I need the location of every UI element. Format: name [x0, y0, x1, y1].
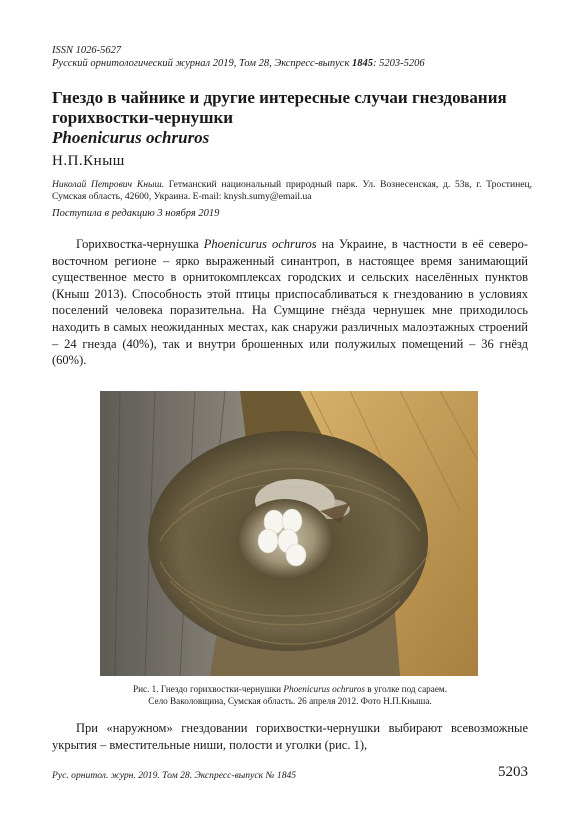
nest-photo — [100, 391, 478, 676]
author-affiliation: Николай Петрович Кныш. Гетманский национальный природный парк. Ул. Вознесенская, д. 53в, г. Тростинец, Сумская область, 42600, Украина. E-mail: knysh.sumy@email.ua — [52, 179, 533, 202]
paragraph-1: Горихвостка-чернушка Phoenicurus ochruros на Украине, в частности в её северо-восточном регионе – ярко выраженный синантроп, в настоящее время занимающий существенное место в орнитокомплексах городских и сельских населённых пунктов (Кныш 2013). Способность этой птицы приспосабливаться к гнездованию в условиях поселений человека поразительна. На Сумщине гнёзда чернушек мне приходилось находить в самых неожиданных местах, как снаружи различных малоэтажных строений – 24 гнезда (40%), так и внутри брошенных или полужилых помещений – 36 гнёзд (60%). — [52, 237, 528, 368]
footer-citation: Рус. орнитол. журн. 2019. Том 28. Экспресс-выпуск № 1845 — [52, 770, 297, 781]
page-number: 5203 — [498, 764, 528, 780]
issn: ISSN 1026-5627 — [52, 45, 122, 56]
title-species: Phoenicurus ochruros — [52, 128, 210, 147]
author-name: Н.П.Кныш — [52, 153, 125, 169]
issue-number: 1845 — [352, 58, 373, 69]
figure-caption: Рис. 1. Гнездо горихвостки-чернушки Phoenicurus ochruros в уголке под сараем. Село Ваколовщина, Сумская область. 26 апреля 2012. Фото Н.П.Кныша. — [132, 684, 448, 706]
journal-header — [52, 44, 532, 70]
nest-photo-image — [100, 391, 478, 676]
journal-citation: Русский орнитологический журнал 2019, Том 28, Экспресс-выпуск 1845: 5203-5206 — [52, 58, 425, 69]
article-title: Гнездо в чайнике и другие интересные случаи гнездования горихвостки-чернушки Phoenicurus ochruros — [52, 88, 532, 148]
paragraph-2: При «наружном» гнездовании горихвостки-чернушки выбирают всевозможные укрытия – вместительные ниши, полости и уголки (рис. 1), — [52, 721, 528, 752]
received-date: Поступила в редакцию 3 ноября 2019 — [52, 208, 220, 219]
